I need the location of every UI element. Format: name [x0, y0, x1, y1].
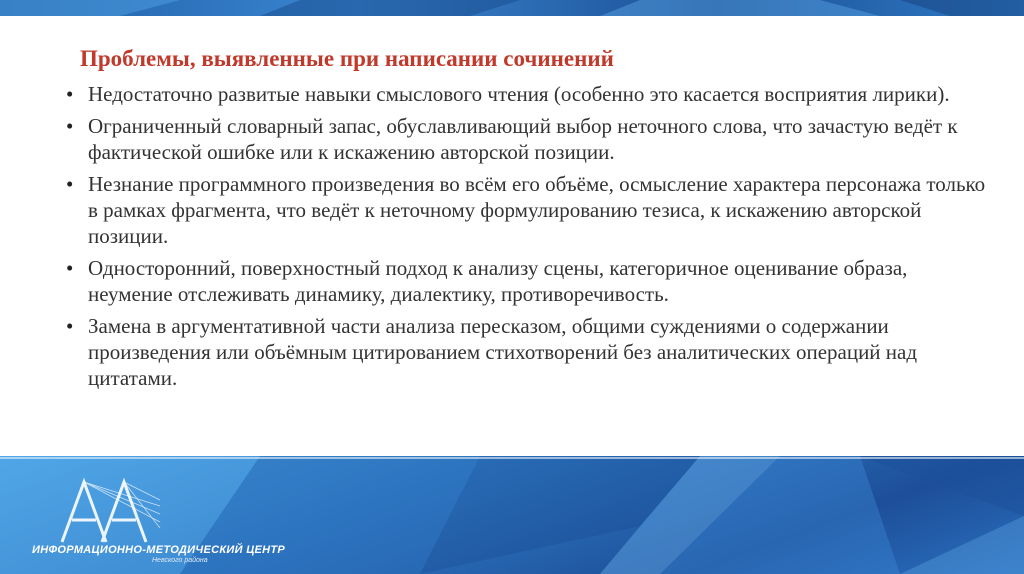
- top-band-pattern: [0, 0, 1024, 16]
- list-item: [60, 255, 995, 307]
- list-item: [60, 113, 995, 165]
- bullet-icon: •: [66, 82, 74, 106]
- list-item-text: Недостаточно развитые навыки смыслового чтения (особенно это касается восприятия лирики).: [88, 82, 950, 106]
- bullet-icon: •: [66, 314, 74, 338]
- logo-mark-icon: [54, 476, 164, 546]
- top-decorative-band: [0, 0, 1024, 16]
- bullet-icon: •: [66, 256, 74, 280]
- slide-title: Проблемы, выявленные при написании сочинений: [80, 46, 614, 71]
- list-item-text: Незнание программного произведения во всём его объёме, осмысление характера персонажа только в рамках фрагмента, что ведёт к неточному формулированию тезиса, к искажению авторской позиции.: [88, 172, 986, 248]
- list-item: [60, 171, 995, 249]
- logo-name: ИНФОРМАЦИОННО-МЕТОДИЧЕСКИЙ ЦЕНТР: [32, 544, 286, 556]
- bullet-icon: •: [66, 114, 74, 138]
- list-item-text: Односторонний, поверхностный подход к анализу сцены, категоричное оценивание образа, неумение отслеживать динамику, диалектику, противоречивость.: [88, 256, 908, 306]
- list-item: [60, 81, 995, 107]
- bullet-list: [60, 81, 995, 397]
- list-item: [60, 313, 995, 391]
- slide-content: [0, 16, 1024, 464]
- bullet-icon: •: [66, 172, 74, 196]
- list-item-text: Ограниченный словарный запас, обуславливающий выбор неточного слова, что зачастую ведёт к фактической ошибке или к искажению авторской позиции.: [88, 114, 958, 164]
- logo: [32, 476, 292, 568]
- list-item-text: Замена в аргументативной части анализа пересказом, общими суждениями о содержании произведения или объёмным цитированием стихотворений без аналитических операций над цитатами.: [88, 314, 918, 390]
- logo-subtitle: Невского района: [152, 557, 208, 564]
